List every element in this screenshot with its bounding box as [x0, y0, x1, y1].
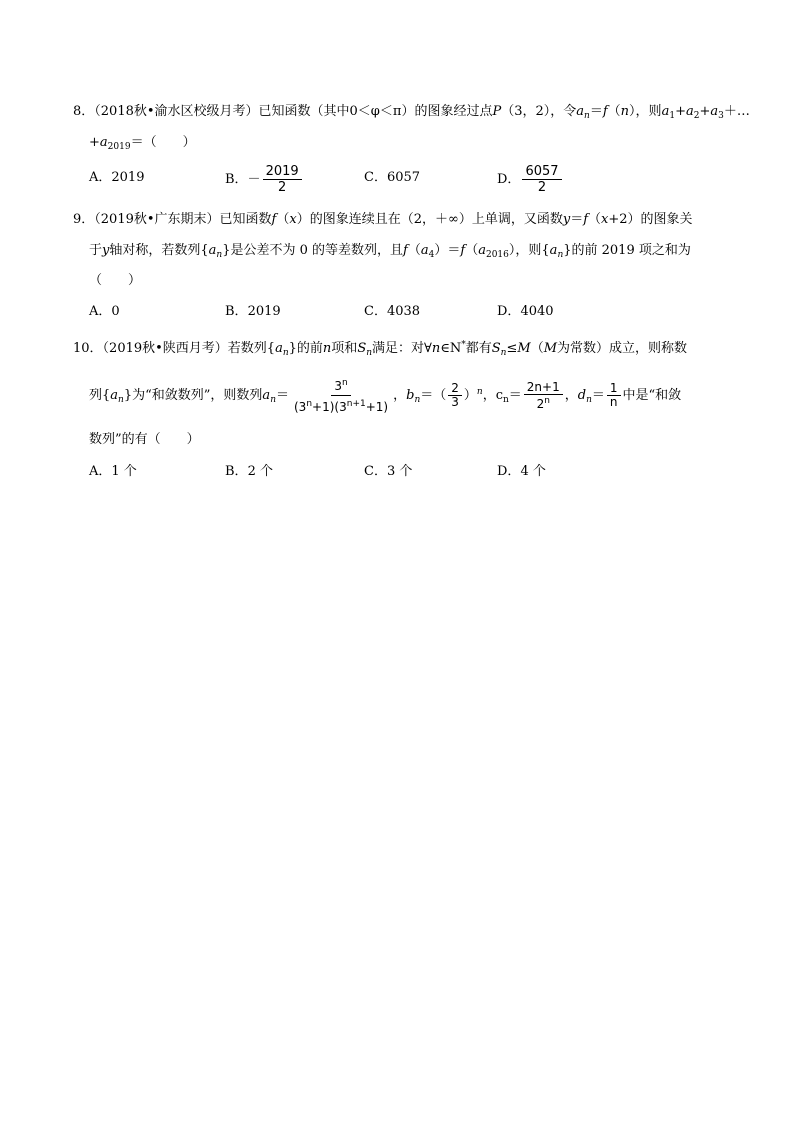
q8-option-c[interactable]: C． 6057	[364, 170, 421, 185]
q8-option-d[interactable]: D． $\frac{6057}{2}$	[497, 164, 564, 195]
q9-option-d[interactable]: D． 4040	[497, 304, 554, 319]
q10-option-d[interactable]: D． 4 个	[497, 464, 546, 479]
q10-option-c[interactable]: C． 3 个	[364, 464, 413, 479]
q9-line2: 于y轴对称，若数列$\{a_n\}$是公差不为 0 的等差数列，且$f(a_4)=f(a_{2016})$，则$\{a_n\}$的前 2019 项之和为	[89, 243, 691, 260]
q9-line1: 9．（2019秋•广东期末）已知函数f（x）的图象连续且在（2，＋∞）上单调，又函数y＝f（x+2）的图象关	[73, 212, 693, 227]
q8-option-b[interactable]: B．－ $\frac{2019}{2}$	[225, 164, 304, 195]
q9-options	[0, 298, 794, 326]
q9-option-b[interactable]: B． 2019	[225, 304, 281, 319]
q9-line3: （ ）	[89, 273, 142, 288]
q10-option-a[interactable]: A． 1 个	[89, 464, 137, 479]
q10-options	[0, 458, 794, 486]
q10-line3: 数列”的有（ ）	[89, 432, 200, 447]
q10-option-b[interactable]: B． 2 个	[225, 464, 273, 479]
q8-option-a[interactable]: A． 2019	[89, 170, 145, 185]
q9-option-a[interactable]: A． 0	[89, 304, 120, 319]
q8-line1: 8．（2018秋•渝水区校级月考）已知函数（其中0＜φ＜π）的图象经过点P（3，2），令$a_n=f(n)$，则$a_1+a_2+a_3+\dots$	[73, 104, 750, 121]
q10-line2: 列$\{a_n\}$为“和敛数列”，则数列$a_n=$ $\frac{3^n}{(3^n+1)(3^{n+1}+1)}$ ，$b_n=$（ $\frac{2}{3}$ ）$^n$，$c_n=$ $\frac{2n+1}{2^n}$ ，$d_n=$ $\frac{1}{n}$ 中是“和敛	[89, 372, 681, 420]
q8-line2: $+a_{2019}=$（ ）	[89, 135, 196, 152]
q9-option-c[interactable]: C． 4038	[364, 304, 421, 319]
point-p: P	[492, 104, 502, 119]
q8-options	[0, 164, 794, 195]
q10-line1: 10．（2019秋•陕西月考）若数列$\{a_n\}$的前n项和$S_n$满足：对∀n∈N*都有$S_n\le M(M$为常数）成立，则称数	[73, 340, 688, 358]
